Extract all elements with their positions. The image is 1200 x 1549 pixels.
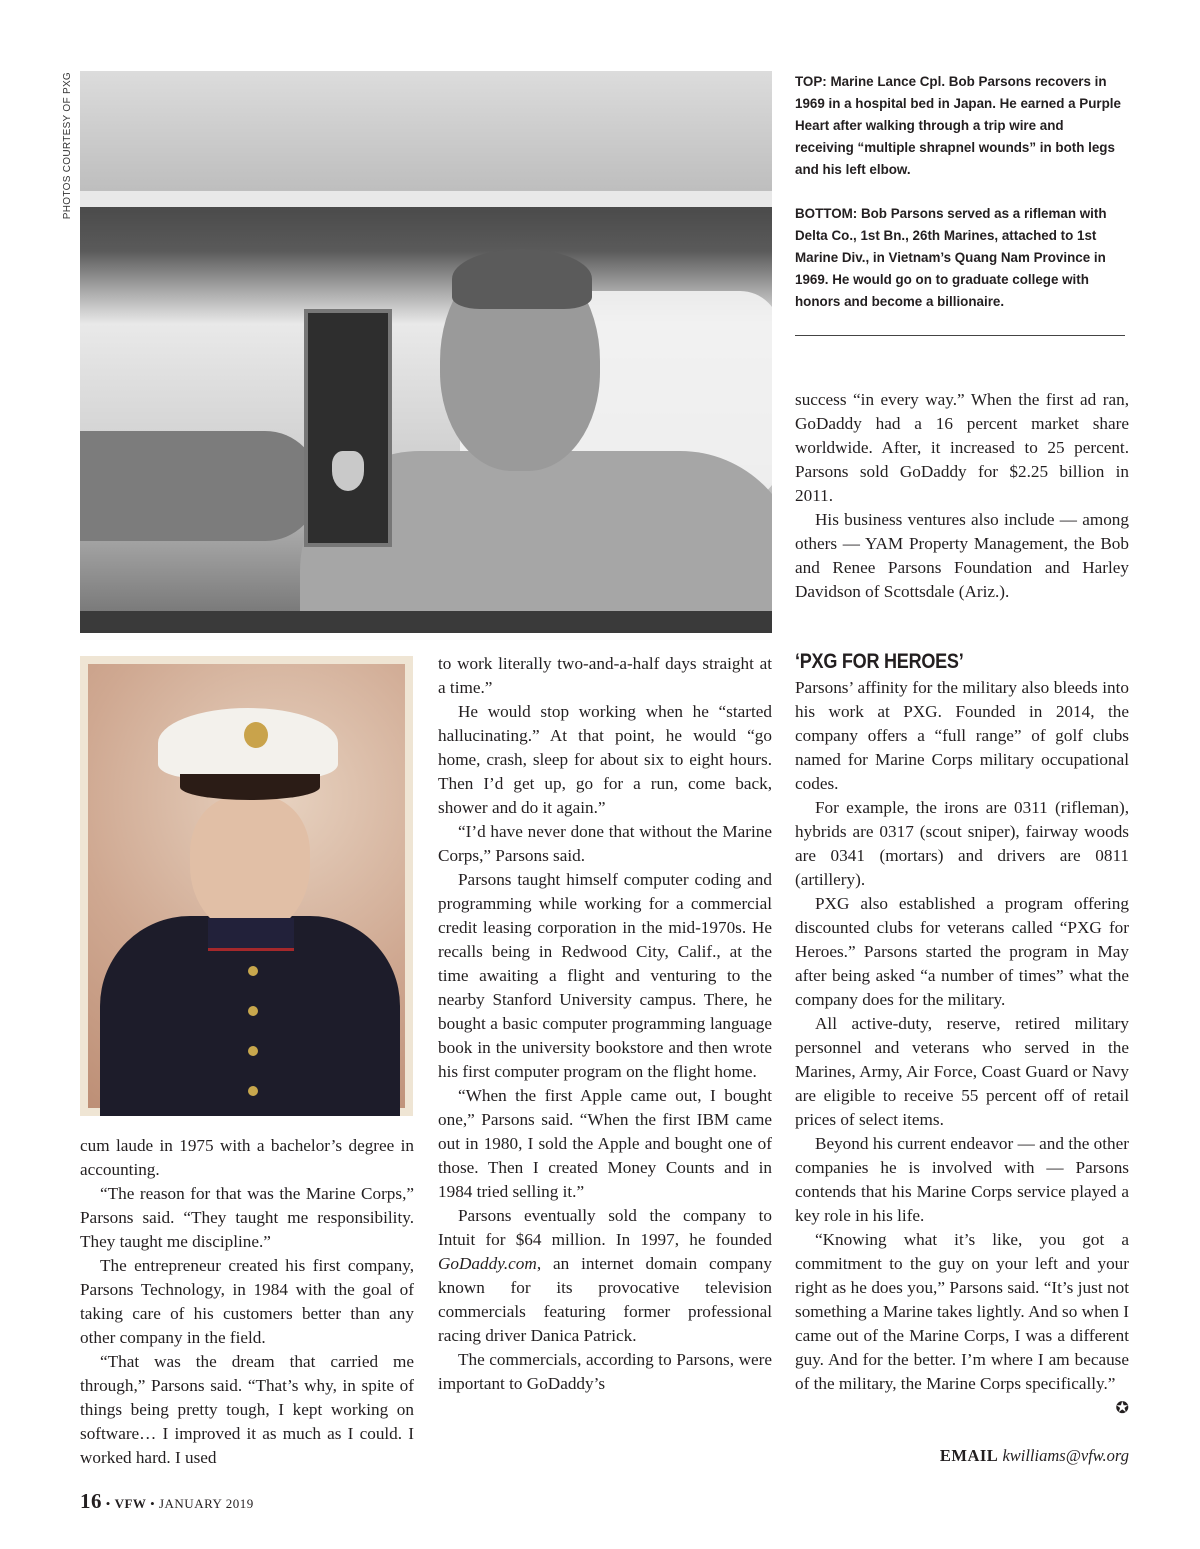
caption-top: TOP: Marine Lance Cpl. Bob Parsons recovers in 1969 in a hospital bed in Japan. He earned a Purple Heart after walking through a trip wire and receiving “multiple shrapnel wounds” in both legs and his left elbow. bbox=[795, 74, 1121, 177]
paragraph: “When the first Apple came out, I bought one,” Parsons said. “When the first IBM came out in 1980, I sold the Apple and bought one of those. Then I created Money Counts and in 1984 tried selling it.” bbox=[438, 1086, 772, 1201]
text-run: “Knowing what it’s like, you got a commitment to the guy on your left and your right as he does you,” Parsons said. “It’s just not something a Marine takes lightly. And so when I came out of the Marine Corps, I was a different guy. And for the better. I’m where I am because of the military, the Marine Corps specifically.” bbox=[795, 1230, 1129, 1393]
paragraph: “I’d have never done that without the Marine Corps,” Parsons said. bbox=[438, 822, 772, 865]
photo-caption bbox=[795, 71, 1125, 335]
paragraph: Parsons taught himself computer coding and programming while working for a commercial credit leasing corporation in the mid-1970s. He recalls being in Redwood City, Calif., at the time awaiting a flight and venturing to the nearby Stanford University campus. There, he bought a basic computer programming language book in the university bookstore and then wrote his first computer program on the flight home. bbox=[438, 870, 772, 1081]
caption-bottom: BOTTOM: Bob Parsons served as a rifleman with Delta Co., 1st Bn., 26th Marines, attached to 1st Marine Div., in Vietnam’s Quang Nam Province in 1969. He would go on to graduate college with honors and become a billionaire. bbox=[795, 206, 1107, 309]
paragraph bbox=[438, 1204, 772, 1348]
portrait-visor bbox=[180, 774, 320, 800]
coat-button bbox=[248, 1006, 258, 1016]
publication-name: VFW bbox=[114, 1496, 147, 1511]
paragraph: The entrepreneur created his first company, Parsons Technology, in 1984 with the goal of taking care of his customers better than any other company in the field. bbox=[80, 1256, 414, 1347]
paragraph: cum laude in 1975 with a bachelor’s degree in accounting. bbox=[80, 1136, 414, 1179]
coat-button bbox=[248, 1046, 258, 1056]
paragraph: He would stop working when he “started hallucinating.” At that point, he would “go home, crash, sleep for about six to eight hours. Then I’d get up, go for a run, come back, shower and do it again.” bbox=[438, 702, 772, 817]
portrait-face bbox=[190, 796, 310, 936]
paragraph bbox=[795, 1228, 1129, 1417]
photo-credit: PHOTOS COURTESY OF PXG bbox=[62, 72, 73, 220]
separator: • bbox=[150, 1496, 156, 1511]
author-email bbox=[795, 1445, 1129, 1467]
page-footer bbox=[80, 1489, 254, 1514]
text-run: Parsons eventually sold the company to Intuit for $64 million. In 1997, he founded bbox=[438, 1206, 772, 1249]
article-column-3-bottom bbox=[795, 676, 1129, 1420]
article-column-1 bbox=[80, 1134, 414, 1470]
paragraph: “That was the dream that carried me through,” Parsons said. “That’s why, in spite of things being pretty tough, I kept working on software… I improved it as much as I could. I worked hard. I used bbox=[80, 1352, 414, 1467]
text-run: , an internet domain company known for its provocative television commercials featuring former professional racing driver Danica Patrick. bbox=[438, 1254, 772, 1345]
photo-blanket bbox=[80, 611, 772, 633]
paragraph: to work literally two-and-a-half days straight at a time.” bbox=[438, 654, 772, 697]
email-label: EMAIL bbox=[939, 1446, 999, 1465]
paragraph: “The reason for that was the Marine Corps,” Parsons said. “They taught me responsibility. They taught me discipline.” bbox=[80, 1184, 414, 1251]
issue-date: JANUARY 2019 bbox=[158, 1496, 254, 1511]
photo-hand bbox=[80, 431, 320, 541]
caption-rule bbox=[795, 335, 1125, 336]
article-column-2 bbox=[438, 652, 772, 1396]
separator: • bbox=[105, 1496, 111, 1511]
end-of-article-icon: ✪ bbox=[1115, 1398, 1129, 1417]
marine-portrait-photo bbox=[80, 656, 413, 1116]
photo-shelf bbox=[80, 191, 772, 207]
paragraph: His business ventures also include — among others — YAM Property Management, the Bob and Renee Parsons Foundation and Harley Davidson of Scottsdale (Ariz.). bbox=[795, 510, 1129, 601]
page-number: 16 bbox=[80, 1489, 102, 1513]
paragraph: The commercials, according to Parsons, were important to GoDaddy’s bbox=[438, 1350, 772, 1393]
hospital-bed-photo bbox=[80, 71, 772, 633]
paragraph: All active-duty, reserve, retired military personnel and veterans who served in the Marines, Army, Air Force, Coast Guard or Navy are eligible to receive 55 percent off of retail prices of select items. bbox=[795, 1014, 1129, 1129]
coat-button bbox=[248, 966, 258, 976]
paragraph: For example, the irons are 0311 (rifleman), hybrids are 0317 (scout sniper), fairway woods are 0341 (mortars) and drivers are 0811 (artillery). bbox=[795, 798, 1129, 889]
portrait-collar bbox=[208, 918, 294, 951]
paragraph: PXG also established a program offering discounted clubs for veterans called “PXG for Heroes.” Parsons started the program in May after being asked “a number of times” what the company does for the military. bbox=[795, 894, 1129, 1009]
photo-hair bbox=[452, 249, 592, 309]
marine-emblem-icon bbox=[244, 722, 268, 748]
paragraph: Beyond his current endeavor — and the other companies he is involved with — Parsons contends that his Marine Corps service played a key role in his life. bbox=[795, 1134, 1129, 1225]
godaddy-link-text: GoDaddy.com bbox=[438, 1254, 537, 1273]
section-heading: ‘PXG FOR HEROES’ bbox=[795, 650, 964, 673]
paragraph: Parsons’ affinity for the military also bleeds into his work at PXG. Founded in 2014, the company offers a “full range” of golf clubs named for Marine Corps military occupational codes. bbox=[795, 678, 1129, 793]
purple-heart-medal bbox=[332, 451, 364, 491]
paragraph: success “in every way.” When the first ad ran, GoDaddy had a 16 percent market share worldwide. After, it increased to 25 percent. Parsons sold GoDaddy for $2.25 billion in 2011. bbox=[795, 390, 1129, 505]
medal-box bbox=[304, 309, 392, 547]
article-column-3-top bbox=[795, 388, 1129, 604]
email-address[interactable]: kwilliams@vfw.org bbox=[1002, 1446, 1129, 1465]
coat-button bbox=[248, 1086, 258, 1096]
